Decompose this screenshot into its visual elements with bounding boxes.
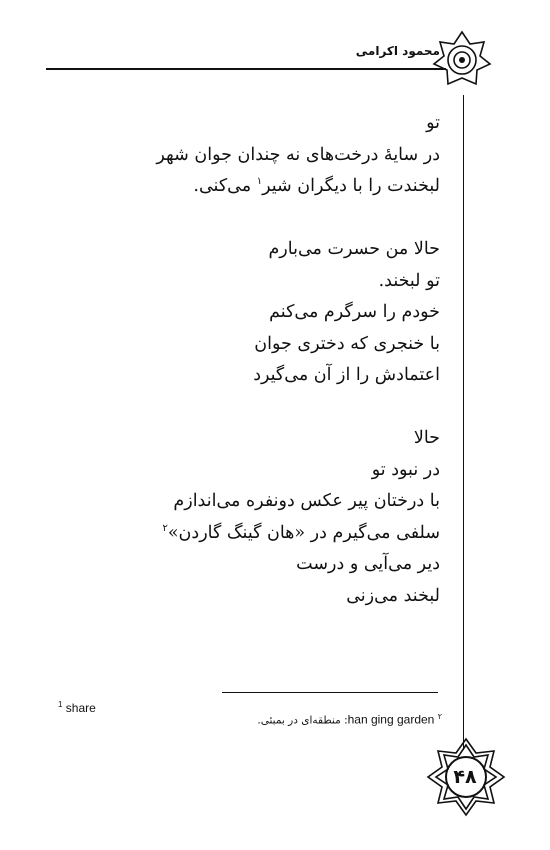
footnote-2 — [180, 712, 442, 727]
poem-line-text: لبخندت را با دیگران شیر — [262, 176, 440, 196]
top-ornament — [432, 30, 492, 94]
author-name: محمود اکرامی — [355, 44, 440, 58]
poem-line: لبخند می‌زنی — [346, 585, 440, 606]
poem-line-text: می‌کنی. — [193, 176, 257, 196]
footnote-mark: ۱ — [256, 176, 263, 188]
footnote-1-number: 1 — [58, 700, 63, 709]
poem-line: تو لبخند. — [378, 270, 440, 291]
footnote-2-text: : منطقه‌ای در بمبئی. — [257, 714, 348, 727]
footnote-1-text: share — [65, 701, 96, 715]
side-rule — [463, 95, 464, 750]
poem-line — [40, 171, 440, 203]
poem-line: با خنجری که دختری جوان — [254, 333, 440, 354]
footnote-mark: ۲ — [162, 522, 168, 534]
page-number: ۴۸ — [453, 766, 477, 788]
poem-line: در سایۀ درخت‌های نه چندان جوان شهر — [156, 144, 440, 165]
footnote-1 — [58, 700, 96, 715]
poem — [40, 108, 440, 612]
footnote-2-term: han ging garden — [347, 712, 435, 727]
poem-line — [40, 518, 440, 550]
footnote-2-number: ۲ — [437, 712, 442, 721]
poem-line-text: سلفی می‌گیرم در «هان گینگ گاردن» — [167, 522, 440, 543]
footnote-rule — [222, 692, 438, 693]
poem-line: حالا — [413, 428, 440, 448]
poem-line: با درختان پیر عکس دونفره می‌اندازم — [173, 491, 440, 511]
header-rule — [46, 68, 446, 70]
poem-line: تو — [426, 113, 440, 133]
poem-line: اعتمادش را از آن می‌گیرد — [253, 365, 440, 385]
poem-line: در نبود تو — [371, 459, 440, 480]
poem-line: حالا من حسرت می‌بارم — [268, 239, 440, 259]
poem-line: دیر می‌آیی و درست — [296, 554, 440, 574]
poem-line: خودم را سرگرم می‌کنم — [269, 302, 440, 322]
